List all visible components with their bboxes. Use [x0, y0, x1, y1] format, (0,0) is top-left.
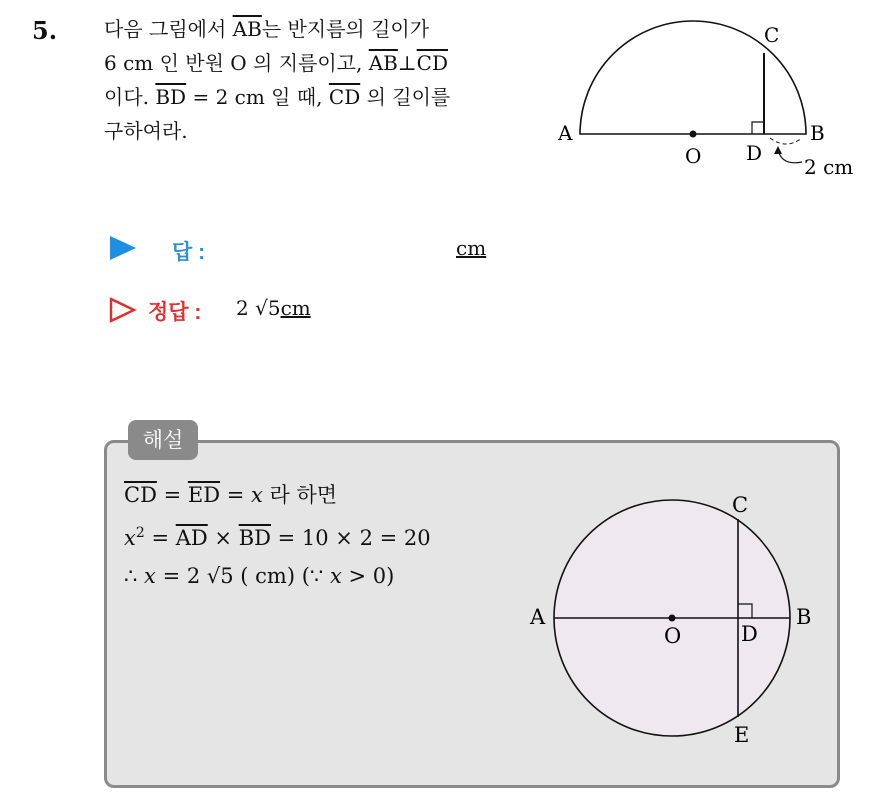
answer-unit: cm: [456, 236, 487, 260]
label-e2: E: [734, 723, 750, 747]
label-d: D: [746, 141, 763, 165]
question-line-4: 구하여라.: [104, 119, 188, 143]
label-d2: D: [741, 622, 758, 646]
arrow-head: [774, 146, 782, 154]
label-b2: B: [796, 605, 812, 629]
correct-arrow-icon: [108, 296, 138, 324]
label-o2: O: [664, 624, 682, 648]
answer-arrow-icon: [110, 236, 136, 260]
question-number: 5.: [32, 16, 58, 45]
semicircle-figure: [550, 10, 870, 190]
center-point: [690, 131, 697, 138]
explanation-tab: 해설: [128, 420, 198, 460]
center-point-2: [669, 615, 676, 622]
label-a2: A: [530, 605, 546, 629]
explanation-line-3: ∴ x = 2 √5 ( cm) (∵ x > 0): [124, 564, 395, 588]
bd-bracket: [770, 138, 802, 144]
correct-answer: 2 √5cm: [236, 296, 311, 320]
correct-label: 정답 :: [148, 301, 202, 324]
explanation-text: [124, 476, 431, 595]
right-angle-mark: [752, 122, 764, 134]
label-c: C: [764, 23, 780, 47]
label-c2: C: [732, 493, 749, 517]
label-a: A: [558, 121, 573, 145]
circle-figure: [520, 486, 830, 756]
bd-arrow: [778, 150, 802, 163]
question-line-1: 다음 그림에서 $\overline{AB}$는 반지름의 길이가: [104, 17, 430, 41]
explanation-line-2: $x^2 = \overline{AD} \times \overline{BD} = 10 \times 2 = 20$: [124, 525, 431, 550]
explanation-line-1: $\overline{CD} = \overline{ED} = x$ 라 하면: [124, 483, 338, 507]
answer-label: 답 :: [172, 241, 206, 264]
label-2cm: 2 cm: [804, 155, 854, 179]
question-line-2: 6 cm 인 반원 O 의 지름이고, $\overline{AB}\perp\overline{CD}$: [104, 51, 449, 75]
question-text: [104, 12, 534, 148]
label-o: O: [685, 144, 702, 168]
label-b: B: [810, 121, 825, 145]
question-line-3: 이다. $\overline{BD} = 2$ cm 일 때, $\overline{CD}$ 의 길이를: [104, 85, 451, 109]
